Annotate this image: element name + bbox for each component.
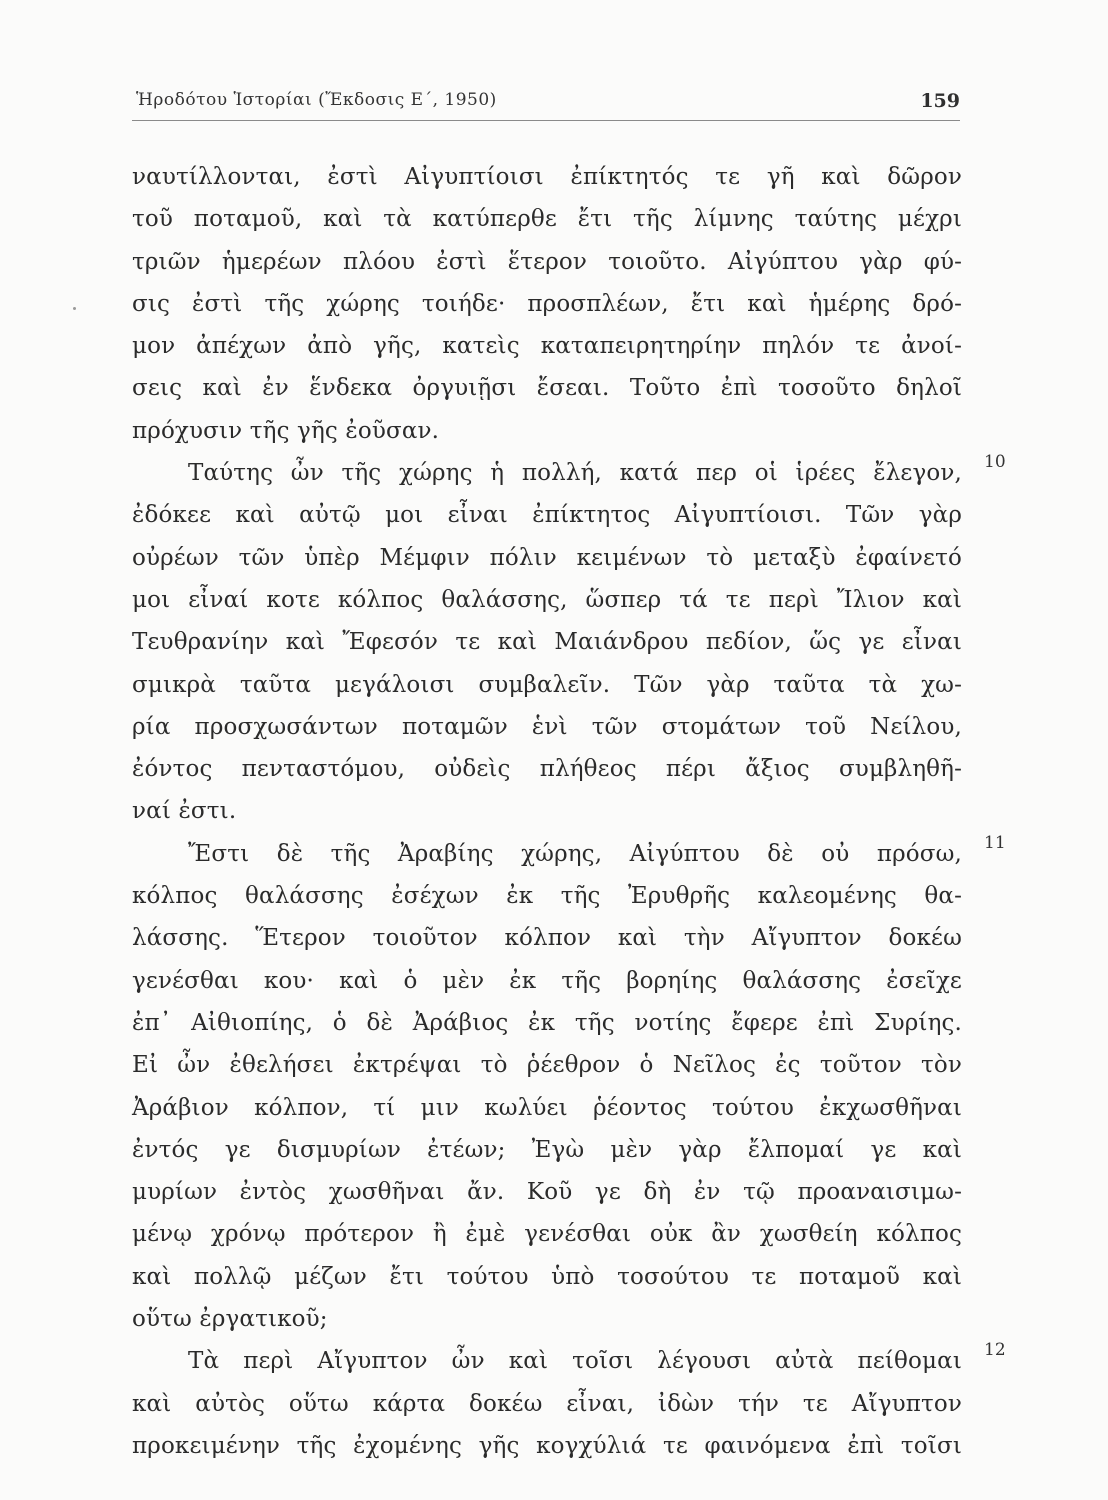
text-line: τοῦ ποταμοῦ, καὶ τὰ κατύπερθε ἔτι τῆς λίμνης ταύτης μέχρι [132,206,962,233]
text-line: Τὰ περὶ Αἴγυπτον ὦν καὶ τοῖσι λέγουσι αὐτὰ πείθομαι [188,1348,962,1375]
section-number: 10 [984,452,1006,473]
text-line: πρόχυσιν τῆς γῆς ἐοῦσαν. [132,417,440,444]
text-line: ναί ἐστι. [132,798,237,825]
text-line: ἐπ᾽ Αἰθιοπίης, ὁ δὲ Ἀράβιος ἐκ τῆς νοτίης ἔφερε ἐπὶ Συρίης. [132,1009,962,1036]
text-line: τριῶν ἡμερέων πλόου ἐστὶ ἕτερον τοιοῦτο. Αἰγύπτου γὰρ φύ- [132,248,962,275]
text-line: Ἔστι δὲ τῆς Ἀραβίης χώρης, Αἰγύπτου δὲ οὐ πρόσω, [188,840,962,867]
text-line: ναυτίλλονται, ἐστὶ Αἰγυπτίοισι ἐπίκτητός τε γῆ καὶ δῶρον [132,164,962,190]
text-line: ἐόντος πενταστόμου, οὐδεὶς πλήθεος πέρι ἄξιος συμβληθῆ- [132,756,962,783]
text-line: Ταύτης ὦν τῆς χώρης ἡ πολλή, κατά περ οἱ ἱρέες ἔλεγον, [188,460,962,487]
text-line: Τευθρανίην καὶ Ἔφεσόν τε καὶ Μαιάνδρου πεδίον, ὥς γε εἶναι [132,629,962,656]
text-line: καὶ πολλῷ μέζων ἔτι τούτου ὑπὸ τοσούτου τε ποταμοῦ καὶ [132,1263,962,1290]
header-title: Ἡροδότου Ἱστορίαι (Ἔκδοσις Ε΄, 1950) [136,90,497,110]
paper-speck [73,307,76,310]
running-header [132,90,960,121]
paragraph-11-start [132,832,1006,875]
text-line: Ἀράβιον κόλπον, τί μιν κωλύει ῥέοντος τούτου ἐκχωσθῆναι [132,1094,962,1121]
text-line: γενέσθαι κου· καὶ ὁ μὲν ἐκ τῆς βορηίης θαλάσσης ἐσεῖχε [132,967,962,994]
text-line: προκειμένην τῆς ἐχομένης γῆς κογχύλιά τε φαινόμενα ἐπὶ τοῖσι [132,1432,962,1459]
text-line: μοι εἶναί κοτε κόλπος θαλάσσης, ὥσπερ τά τε περὶ Ἴλιον καὶ [132,586,962,613]
text-line: οὐρέων τῶν ὑπὲρ Μέμφιν πόλιν κειμένων τὸ μεταξὺ ἐφαίνετό [132,544,962,571]
section-number: 11 [984,832,1006,853]
text-line: κόλπος θαλάσσης ἐσέχων ἐκ τῆς Ἐρυθρῆς καλεομένης θα- [132,883,962,910]
text-line: λάσσης. Ἕτερον τοιοῦτον κόλπον καὶ τὴν Αἴγυπτον δοκέω [132,925,962,952]
page-number: 159 [920,90,960,112]
text-line: σμικρὰ ταῦτα μεγάλοισι συμβαλεῖν. Τῶν γὰρ ταῦτα τὰ χω- [132,671,962,698]
text-line: ρία προσχωσάντων ποταμῶν ἑνὶ τῶν στομάτων τοῦ Νείλου, [132,713,962,740]
paragraph-12-start [132,1340,1006,1382]
text-line: οὕτω ἐργατικοῦ; [132,1306,328,1333]
text-line: σις ἐστὶ τῆς χώρης τοιήδε· προσπλέων, ἔτι καὶ ἡμέρης δρό- [132,290,962,317]
text-line: ἐδόκεε καὶ αὐτῷ μοι εἶναι ἐπίκτητος Αἰγυπτίοισι. Τῶν γὰρ [132,502,962,529]
text-line: μένῳ χρόνῳ πρότερον ἢ ἐμὲ γενέσθαι οὐκ ἂν χωσθείη κόλπος [132,1221,962,1248]
text-line: καὶ αὐτὸς οὕτω κάρτα δοκέω εἶναι, ἰδὼν τήν τε Αἴγυπτον [132,1390,962,1417]
text-line: ἐντός γε δισμυρίων ἐτέων; Ἐγὼ μὲν γὰρ ἔλπομαί γε καὶ [132,1136,962,1163]
text-line: Εἰ ὦν ἐθελήσει ἐκτρέψαι τὸ ῥέεθρον ὁ Νεῖλος ἐς τοῦτον τὸν [132,1052,962,1079]
body-text [132,156,1006,1467]
paragraph-10-start [132,452,1006,494]
text-line: μον ἀπέχων ἀπὸ γῆς, κατεὶς καταπειρητηρίην πηλόν τε ἀνοί- [132,333,962,360]
section-number: 12 [984,1340,1006,1361]
text-line: μυρίων ἐντὸς χωσθῆναι ἄν. Κοῦ γε δὴ ἐν τῷ προαναισιμω- [132,1179,962,1206]
text-line: σεις καὶ ἐν ἕνδεκα ὀργυιῇσι ἔσεαι. Τοῦτο ἐπὶ τοσοῦτο δηλοῖ [132,375,962,402]
